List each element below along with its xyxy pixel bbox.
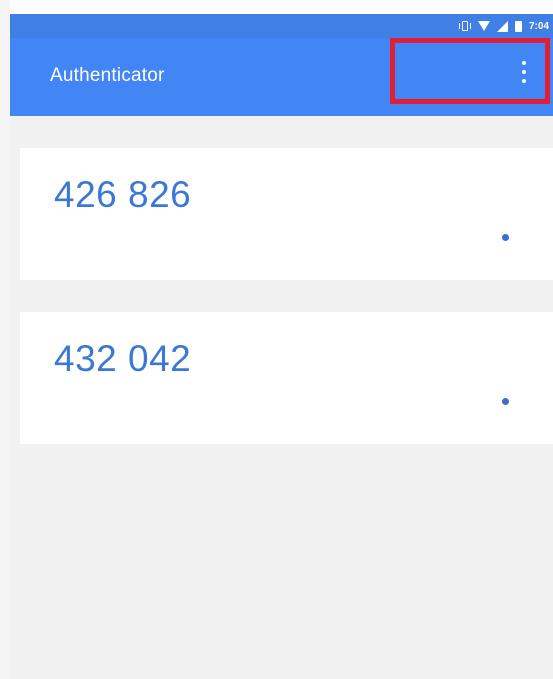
top-margin — [10, 0, 553, 14]
app-bar — [10, 38, 553, 116]
more-vert-icon[interactable] — [522, 61, 526, 83]
battery-icon — [515, 21, 522, 32]
status-bar — [10, 14, 553, 38]
overflow-menu-button[interactable] — [390, 38, 550, 104]
verification-code: 432 042 — [54, 338, 192, 379]
vibrate-icon — [459, 21, 471, 31]
wifi-icon — [478, 21, 490, 31]
status-time: 7:04 — [528, 20, 549, 32]
account-list-item[interactable] — [20, 312, 553, 444]
countdown-icon — [502, 398, 509, 405]
app-title: Authenticator — [50, 65, 165, 86]
account-list-item[interactable] — [20, 148, 553, 280]
signal-icon — [497, 21, 508, 32]
countdown-icon — [502, 234, 509, 241]
phone-screen — [10, 14, 553, 679]
left-margin — [0, 0, 10, 679]
verification-code: 426 826 — [54, 174, 192, 215]
